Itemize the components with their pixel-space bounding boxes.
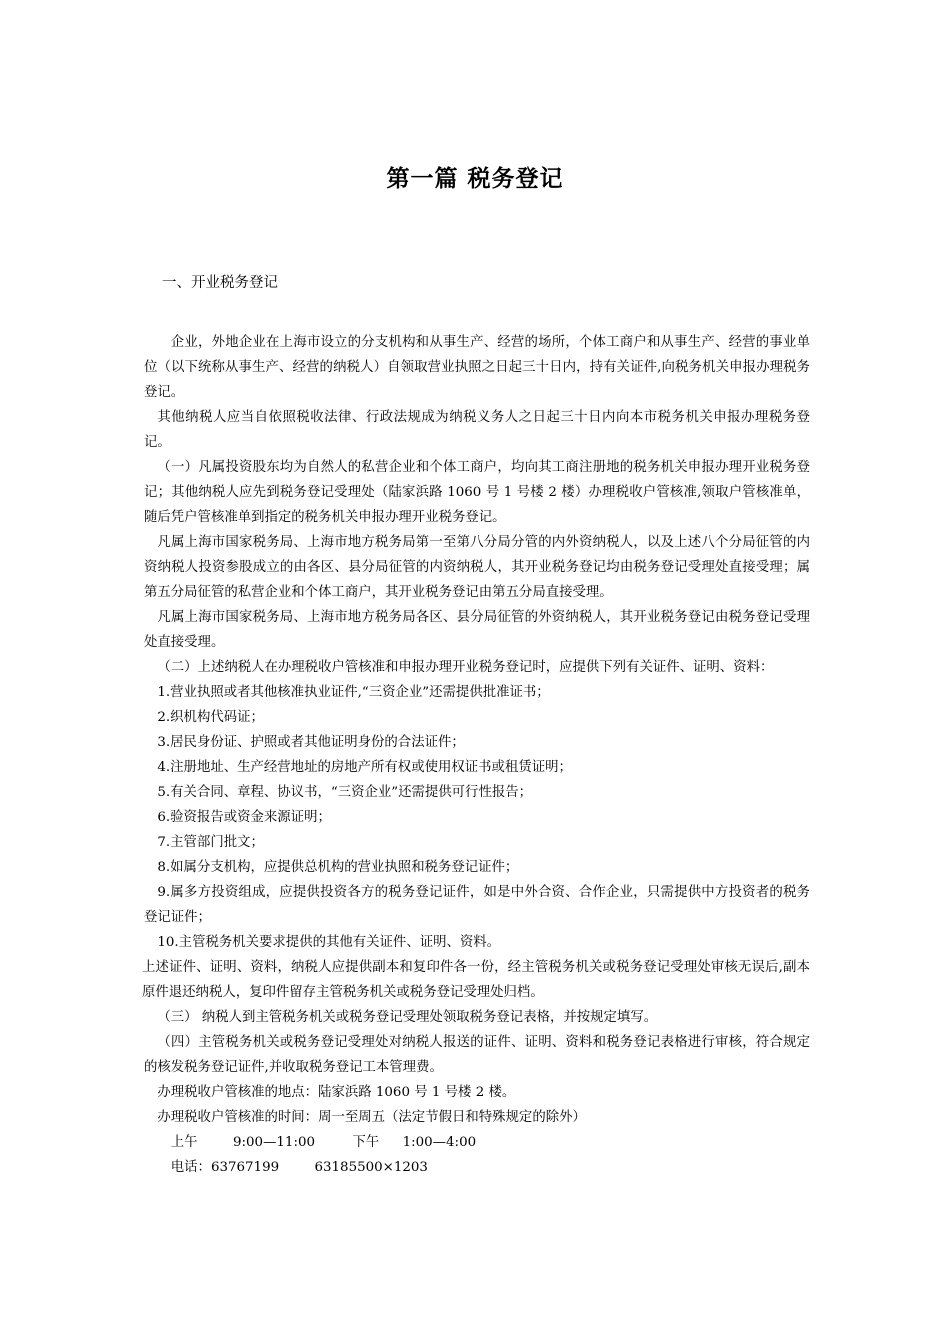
paragraph-foreign-taxpayers: 凡属上海市国家税务局、上海市地方税务局各区、县分局征管的外资纳税人，其开业税务登记由税务登记受理处直接受理。	[144, 610, 810, 650]
paragraph-other-taxpayers: 其他纳税人应当自依照税收法律、行政法规成为纳税义务人之日起三十日内向本市税务机关申报办理税务登记。	[144, 410, 810, 450]
list-item: 1.营业执照或者其他核准执业证件,“三资企业”还需提供批准证书；	[157, 685, 550, 700]
list-item: 3.居民身份证、护照或者其他证明身份的合法证件；	[157, 735, 465, 750]
page-title: 第一篇 税务登记	[386, 166, 564, 192]
paragraph-copies: 上述证件、证明、资料，纳税人应提供副本和复印件各一份，经主管税务机关或税务登记受理处审核无误后,副本原件退还纳税人，复印件留存主管税务机关或税务登记受理处归档。	[142, 960, 810, 1000]
paragraph-bureau-scope: 凡属上海市国家税务局、上海市地方税务局第一至第八分局分管的内外资纳税人，以及上述八个分局征管的内资纳税人投资参股成立的由各区、县分局征管的内资纳税人，其开业税务登记均由税务登记受理处直接受理；属第五分局征管的私营企业和个体工商户，其开业税务登记由第五分局直接受理。	[144, 535, 810, 600]
phone-row	[144, 1155, 810, 1180]
afternoon-time: 1:00—4:00	[402, 1135, 477, 1150]
paragraph-item-1: （一）凡属投资股东均为自然人的私营企业和个体工商户，均向其工商注册地的税务机关申报办理开业税务登记；其他纳税人应先到税务登记受理处（陆家浜路 1060 号 1 号楼 2 楼）办理税收户管核准,领取户管核准单，随后凭户管核准单到指定的税务机关申报办理开业税务登记。	[144, 460, 810, 525]
list-item: 4.注册地址、生产经营地址的房地产所有权或使用权证书或租赁证明；	[157, 760, 572, 775]
morning-label: 上午	[170, 1135, 198, 1150]
list-item: 9.属多方投资组成，应提供投资各方的税务登记证件，如是中外合资、合作企业，只需提供中方投资者的税务登记证件；	[144, 885, 810, 925]
paragraph-location: 办理税收户管核准的地点：陆家浜路 1060 号 1 号楼 2 楼。	[157, 1085, 516, 1100]
office-hours	[144, 1130, 810, 1155]
phone-number: 电话：63767199	[170, 1160, 280, 1175]
list-item: 5.有关合同、章程、协议书，“三资企业”还需提供可行性报告；	[157, 785, 533, 800]
paragraph-time: 办理税收户管核准的时间：周一至周五（法定节假日和特殊规定的除外）	[157, 1110, 586, 1125]
list-item: 6.验资报告或资金来源证明；	[157, 810, 331, 825]
paragraph-item-3: （三） 纳税人到主管税务机关或税务登记受理处领取税务登记表格，并按规定填写。	[157, 1010, 658, 1025]
paragraph-intro: 企业，外地企业在上海市设立的分支机构和从事生产、经营的场所，个体工商户和从事生产、经营的事业单位（以下统称从事生产、经营的纳税人）自领取营业执照之日起三十日内，持有关证件,向税务机关申报办理税务登记。	[144, 335, 810, 400]
list-item: 8.如属分支机构，应提供总机构的营业执照和税务登记证件；	[157, 860, 519, 875]
paragraph-item-4: （四）主管税务机关或税务登记受理处对纳税人报送的证件、证明、资料和税务登记表格进行审核，符合规定的核发税务登记证件,并收取税务登记工本管理费。	[144, 1035, 810, 1075]
section-heading: 一、开业税务登记	[162, 275, 278, 291]
document-body	[144, 330, 810, 1180]
list-item: 10.主管税务机关要求提供的其他有关证件、证明、资料。	[157, 935, 501, 950]
list-item: 2.织机构代码证；	[157, 710, 264, 725]
morning-time: 9:00—11:00	[232, 1135, 316, 1150]
afternoon-label: 下午	[352, 1135, 380, 1150]
paragraph-item-2: （二）上述纳税人在办理税收户管核准和申报办理开业税务登记时，应提供下列有关证件、证明、资料：	[157, 660, 774, 675]
list-item: 7.主管部门批文；	[157, 835, 264, 850]
phone-extension: 63185500×1203	[314, 1160, 428, 1175]
